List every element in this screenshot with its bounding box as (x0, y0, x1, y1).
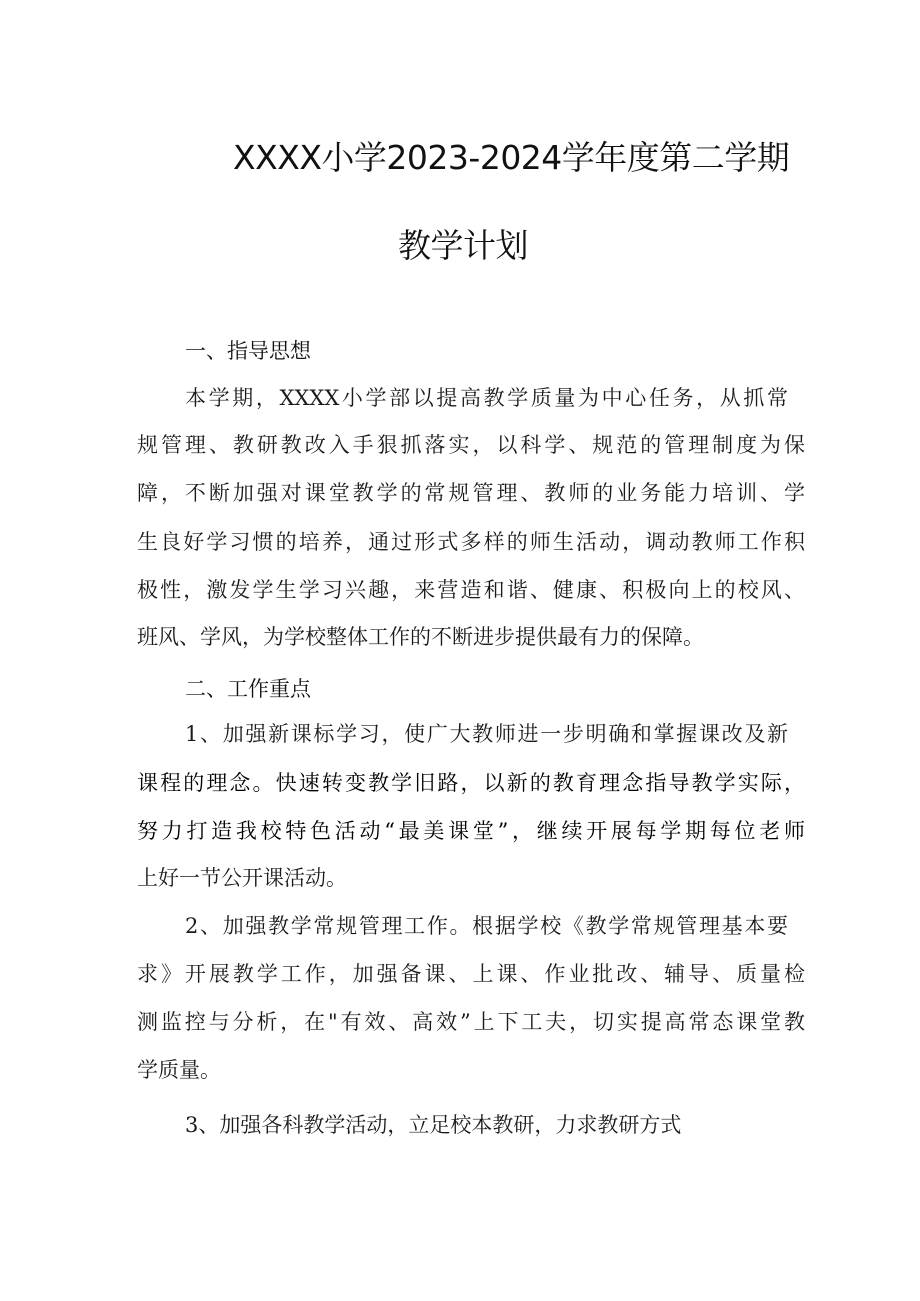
section-1-line-4: 生良好学习惯的培养，通过形式多样的师生活动，调动教师工作积 (137, 530, 805, 554)
section-1-line-6: 班风、学风，为学校整体工作的不断进步提供最有力的保障。 (137, 625, 704, 649)
section-1-heading: 一、指导思想 (185, 339, 311, 363)
section-2-heading: 二、工作重点 (185, 677, 311, 701)
item-1-line-4: 上好一节公开课活动。 (137, 866, 347, 890)
section-1-line-5: 极性，激发学生学习兴趣，来营造和谐、健康、积极向上的校风、 (137, 578, 805, 602)
item-1-line-1: 1、加强新课标学习，使广大教师进一步明确和掌握课改及新 (185, 722, 788, 746)
section-1-line-1: 本学期，XXXX小学部以提高教学质量为中心任务，从抓常 (185, 386, 788, 410)
section-1-line-3: 障，不断加强对课堂教学的常规管理、教师的业务能力培训、学 (137, 481, 805, 505)
item-2-line-3: 测监控与分析，在"有效、高效”上下工夫，切实提高常态课堂教 (137, 1010, 805, 1034)
item-1-line-3: 努力打造我校特色活动“最美课堂”，继续开展每学期每位老师 (137, 819, 805, 843)
item-2-line-4: 学质量。 (137, 1058, 221, 1082)
document-title-line-1: XXXX小学2023-2024学年度第二学期 (233, 138, 790, 177)
item-1-line-2: 课程的理念。快速转变教学旧路，以新的教育理念指导教学实际， (137, 771, 805, 795)
item-3-line-1: 3、加强各科教学活动，立足校本教研，力求教研方式 (185, 1113, 682, 1137)
item-2-line-1: 2、加强教学常规管理工作。根据学校《教学常规管理基本要 (185, 914, 788, 938)
item-2-line-2: 求》开展教学工作，加强备课、上课、作业批改、辅导、质量检 (137, 962, 805, 986)
section-1-line-2: 规管理、教研教改入手狠抓落实，以科学、规范的管理制度为保 (137, 433, 805, 457)
document-title-line-2: 教学计划 (398, 226, 528, 265)
